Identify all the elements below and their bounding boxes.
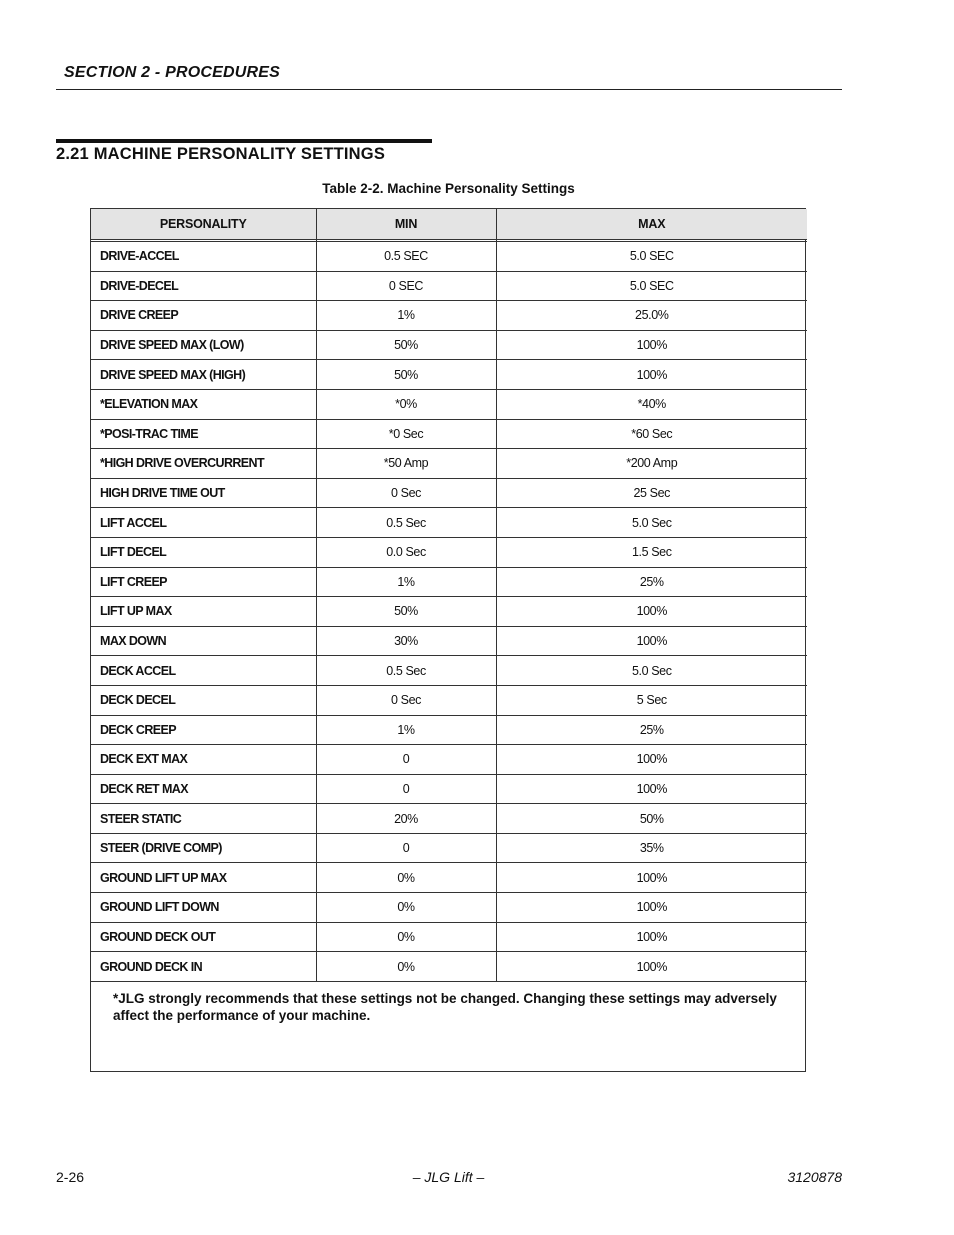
- max-cell: *60 Sec: [496, 419, 807, 449]
- max-cell: 100%: [496, 922, 807, 952]
- min-cell: 30%: [316, 626, 496, 656]
- personality-cell: GROUND DECK OUT: [91, 922, 316, 952]
- max-cell: 5.0 SEC: [496, 271, 807, 301]
- min-cell: 50%: [316, 597, 496, 627]
- personality-cell: GROUND LIFT DOWN: [91, 893, 316, 923]
- table-row: [91, 330, 807, 360]
- table-row: [91, 863, 807, 893]
- min-cell: *50 Amp: [316, 449, 496, 479]
- min-cell: 1%: [316, 715, 496, 745]
- table-row: [91, 419, 807, 449]
- min-cell: 20%: [316, 804, 496, 834]
- max-cell: 50%: [496, 804, 807, 834]
- personality-cell: LIFT UP MAX: [91, 597, 316, 627]
- min-cell: 0: [316, 745, 496, 775]
- max-cell: 100%: [496, 597, 807, 627]
- personality-cell: DECK EXT MAX: [91, 745, 316, 775]
- max-cell: 25%: [496, 715, 807, 745]
- table-row: [91, 449, 807, 479]
- personality-cell: MAX DOWN: [91, 626, 316, 656]
- personality-cell: DECK RET MAX: [91, 774, 316, 804]
- table-row: [91, 833, 807, 863]
- max-cell: 100%: [496, 360, 807, 390]
- column-header-personality: PERSONALITY: [91, 209, 316, 240]
- personality-cell: *POSI-TRAC TIME: [91, 419, 316, 449]
- max-cell: 5.0 Sec: [496, 656, 807, 686]
- min-cell: 0: [316, 774, 496, 804]
- table-body: [91, 240, 807, 982]
- table-row: [91, 360, 807, 390]
- min-cell: 0 Sec: [316, 685, 496, 715]
- max-cell: 25%: [496, 567, 807, 597]
- table-row: [91, 952, 807, 982]
- column-header-max: MAX: [496, 209, 807, 240]
- min-cell: 0.0 Sec: [316, 537, 496, 567]
- table-row: [91, 567, 807, 597]
- header-rule: [56, 89, 842, 90]
- min-cell: 0.5 SEC: [316, 242, 496, 272]
- max-cell: *40%: [496, 389, 807, 419]
- section-title-bar: [56, 139, 432, 143]
- table-row: [91, 922, 807, 952]
- personality-cell: LIFT ACCEL: [91, 508, 316, 538]
- personality-cell: DRIVE-ACCEL: [91, 242, 316, 272]
- document-number: 3120878: [787, 1169, 842, 1185]
- personality-cell: DRIVE SPEED MAX (LOW): [91, 330, 316, 360]
- max-cell: 35%: [496, 833, 807, 863]
- table-row: [91, 685, 807, 715]
- table-row: [91, 242, 807, 272]
- min-cell: 0%: [316, 952, 496, 982]
- table-row: [91, 389, 807, 419]
- max-cell: 100%: [496, 774, 807, 804]
- min-cell: *0 Sec: [316, 419, 496, 449]
- personality-cell: GROUND LIFT UP MAX: [91, 863, 316, 893]
- min-cell: 0%: [316, 893, 496, 923]
- section-header: SECTION 2 - PROCEDURES: [64, 64, 280, 81]
- personality-cell: LIFT CREEP: [91, 567, 316, 597]
- page-number: 2-26: [56, 1169, 85, 1185]
- personality-cell: *HIGH DRIVE OVERCURRENT: [91, 449, 316, 479]
- table-row: [91, 478, 807, 508]
- table-row: [91, 626, 807, 656]
- table-note: *JLG strongly recommends that these settings not be changed. Changing these settings may adversely affect the performance of your machine.: [113, 990, 777, 1023]
- table-row: [91, 745, 807, 775]
- min-cell: 0.5 Sec: [316, 508, 496, 538]
- max-cell: 100%: [496, 952, 807, 982]
- table-header-row: [91, 209, 807, 240]
- table-row: [91, 804, 807, 834]
- max-cell: 25 Sec: [496, 478, 807, 508]
- personality-cell: DECK DECEL: [91, 685, 316, 715]
- table-row: [91, 774, 807, 804]
- min-cell: 0%: [316, 922, 496, 952]
- settings-table: [91, 209, 807, 982]
- max-cell: 5.0 SEC: [496, 242, 807, 272]
- min-cell: 0.5 Sec: [316, 656, 496, 686]
- min-cell: 1%: [316, 567, 496, 597]
- table-row: [91, 893, 807, 923]
- min-cell: 50%: [316, 360, 496, 390]
- table-row: [91, 301, 807, 331]
- personality-cell: *ELEVATION MAX: [91, 389, 316, 419]
- max-cell: 100%: [496, 330, 807, 360]
- min-cell: 0 SEC: [316, 271, 496, 301]
- personality-cell: STEER (DRIVE COMP): [91, 833, 316, 863]
- column-header-min: MIN: [316, 209, 496, 240]
- max-cell: 25.0%: [496, 301, 807, 331]
- min-cell: 0: [316, 833, 496, 863]
- table-row: [91, 508, 807, 538]
- section-title: 2.21 MACHINE PERSONALITY SETTINGS: [56, 145, 386, 163]
- min-cell: 0 Sec: [316, 478, 496, 508]
- personality-cell: DRIVE-DECEL: [91, 271, 316, 301]
- table-row: [91, 715, 807, 745]
- footer-brand: – JLG Lift –: [412, 1169, 485, 1185]
- personality-table: [90, 208, 806, 1072]
- table-row: [91, 537, 807, 567]
- max-cell: *200 Amp: [496, 449, 807, 479]
- max-cell: 100%: [496, 626, 807, 656]
- table-caption: Table 2-2. Machine Personality Settings: [322, 181, 575, 196]
- personality-cell: DRIVE CREEP: [91, 301, 316, 331]
- max-cell: 5.0 Sec: [496, 508, 807, 538]
- personality-cell: DECK ACCEL: [91, 656, 316, 686]
- max-cell: 100%: [496, 893, 807, 923]
- personality-cell: GROUND DECK IN: [91, 952, 316, 982]
- table-row: [91, 271, 807, 301]
- max-cell: 1.5 Sec: [496, 537, 807, 567]
- max-cell: 100%: [496, 745, 807, 775]
- min-cell: 1%: [316, 301, 496, 331]
- table-row: [91, 597, 807, 627]
- max-cell: 5 Sec: [496, 685, 807, 715]
- min-cell: *0%: [316, 389, 496, 419]
- personality-cell: HIGH DRIVE TIME OUT: [91, 478, 316, 508]
- personality-cell: STEER STATIC: [91, 804, 316, 834]
- table-row: [91, 656, 807, 686]
- min-cell: 50%: [316, 330, 496, 360]
- personality-cell: DRIVE SPEED MAX (HIGH): [91, 360, 316, 390]
- personality-cell: DECK CREEP: [91, 715, 316, 745]
- personality-cell: LIFT DECEL: [91, 537, 316, 567]
- max-cell: 100%: [496, 863, 807, 893]
- min-cell: 0%: [316, 863, 496, 893]
